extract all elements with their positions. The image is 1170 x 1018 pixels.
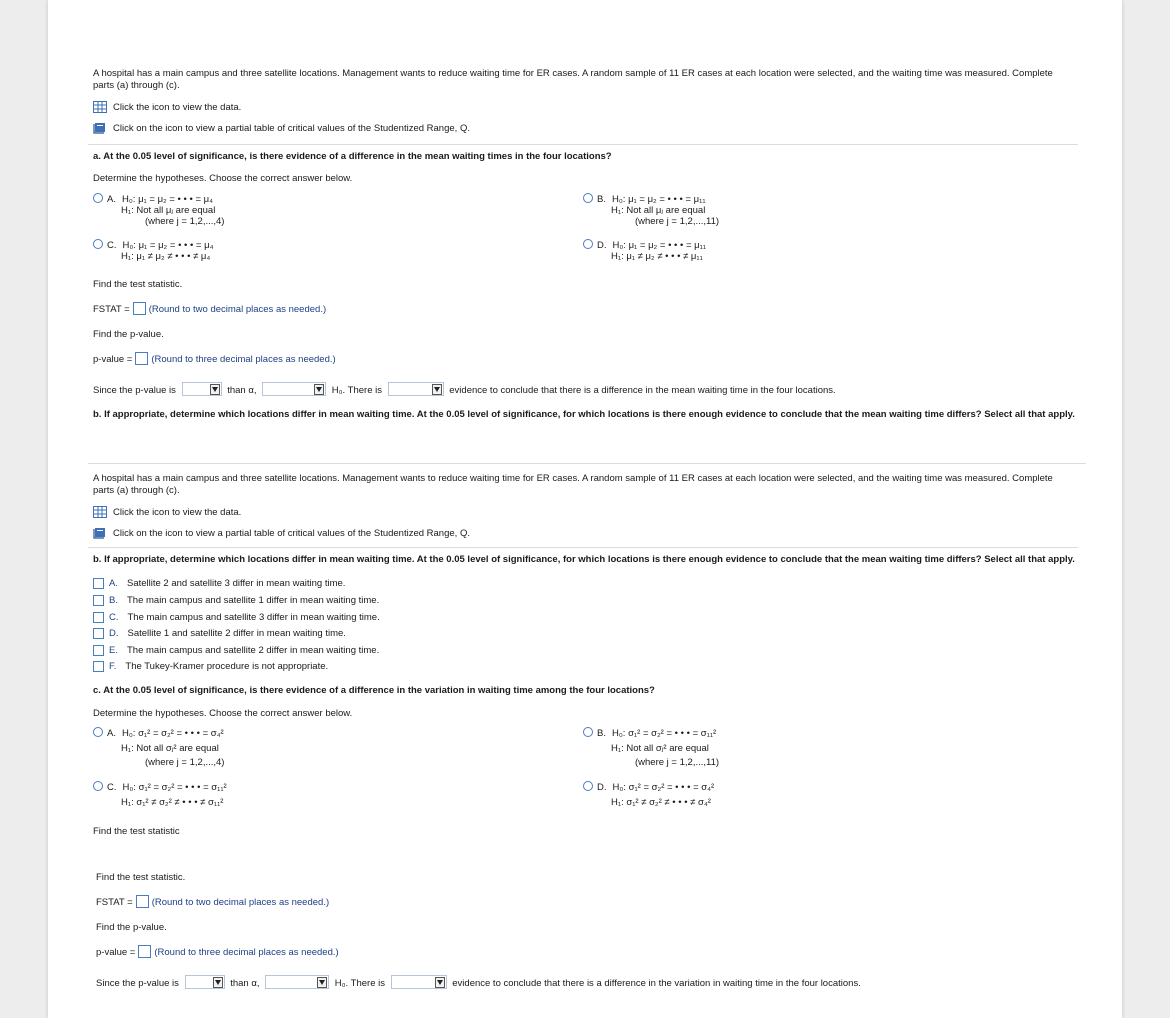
part-b-choice-e[interactable]: E. The main campus and satellite 2 differ in mean waiting time. <box>93 645 379 656</box>
part-a-option-a[interactable]: A. H₀: μ₁ = μ₂ = • • • = μ₄ H₁: Not all μⱼ are equal (where j = 1,2,...,4) <box>93 193 224 227</box>
p-value-input[interactable] <box>138 945 151 958</box>
part-c-instruction: Determine the hypotheses. Choose the correct answer below. <box>93 708 353 719</box>
book-icon[interactable] <box>93 527 107 539</box>
book-icon[interactable] <box>93 122 107 134</box>
divider <box>88 547 1078 548</box>
part-c-fstat-row <box>96 895 329 908</box>
part-c-option-c[interactable]: C. H₀: σ₁² = σ₂² = • • • = σ₁₁² H₁: σ₁² ≠ σ₂² ≠ • • • ≠ σ₁₁² <box>93 781 227 808</box>
part-a-option-d[interactable]: D. H₀: μ₁ = μ₂ = • • • = μ₁₁ H₁: μ₁ ≠ μ₂ ≠ • • • ≠ μ₁₁ <box>583 239 706 262</box>
checkbox[interactable] <box>93 661 104 672</box>
radio-button[interactable] <box>93 193 103 203</box>
part-a-question: a. At the 0.05 level of significance, is there evidence of a difference in the mean waiting times in the four locations? <box>93 151 612 162</box>
part-b-question: b. If appropriate, determine which locations differ in mean waiting time. At the 0.05 level of significance, for which locations is there enough evidence to conclude that the mean waiting time differs? Select all that apply. <box>93 554 1075 565</box>
p-value-hint: (Round to three decimal places as needed.) <box>154 947 339 958</box>
part-a-option-b[interactable]: B. H₀: μ₁ = μ₂ = • • • = μ₁₁ H₁: Not all μⱼ are equal (where j = 1,2,...,11) <box>583 193 719 227</box>
view-table-link[interactable] <box>93 122 470 134</box>
data-table-icon[interactable] <box>93 101 107 113</box>
view-table-text[interactable]: Click on the icon to view a partial table of critical values of the Studentized Range, Q. <box>113 122 470 134</box>
view-table-text[interactable]: Click on the icon to view a partial table of critical values of the Studentized Range, Q. <box>113 527 470 539</box>
p-value-hint: (Round to three decimal places as needed.) <box>151 354 336 365</box>
p-value-label: p-value = <box>96 947 136 958</box>
chevron-down-icon[interactable] <box>317 977 327 988</box>
part-c-option-b[interactable]: B. H₀: σ₁² = σ₂² = • • • = σ₁₁² H₁: Not all σⱼ² are equal (where j = 1,2,...,11) <box>583 727 719 768</box>
part-c-conclusion-row: Since the p-value is than α, H₀. There is evidence to conclude that there is a difference in the variation in waiting time in the four locations. <box>96 975 861 989</box>
part-a-conclusion-row: Since the p-value is than α, H₀. There is evidence to conclude that there is a difference in the mean waiting time in the four locations. <box>93 382 836 396</box>
fstat-label: FSTAT = <box>93 304 130 315</box>
part-a-p-row <box>93 352 336 365</box>
divider <box>88 463 1086 464</box>
part-b-choice-a[interactable]: A. Satellite 2 and satellite 3 differ in mean waiting time. <box>93 578 345 589</box>
chevron-down-icon[interactable] <box>435 977 445 988</box>
part-c-find-stat-cut: Find the test statistic <box>93 826 180 835</box>
part-c-option-a[interactable]: A. H₀: σ₁² = σ₂² = • • • = σ₄² H₁: Not all σⱼ² are equal (where j = 1,2,...,4) <box>93 727 224 768</box>
fstat-hint: (Round to two decimal places as needed.) <box>148 304 327 315</box>
p-value-label: p-value = <box>93 354 133 365</box>
problem-intro: A hospital has a main campus and three satellite locations. Management wants to reduce waiting time for ER cases. A random sample of 11 ER cases at each location were selected, and the waiting time was measured. Complete parts (a) through (c). <box>93 68 1053 91</box>
part-a-option-c[interactable]: C. H₀: μ₁ = μ₂ = • • • = μ₄ H₁: μ₁ ≠ μ₂ ≠ • • • ≠ μ₄ <box>93 239 214 262</box>
divider <box>88 144 1078 145</box>
part-a-fstat-row <box>93 302 326 315</box>
part-a-find-p: Find the p-value. <box>93 329 164 340</box>
part-b-choice-c[interactable]: C. The main campus and satellite 3 differ in mean waiting time. <box>93 612 380 623</box>
radio-button[interactable] <box>583 727 593 737</box>
part-c-find-stat: Find the test statistic. <box>96 872 186 883</box>
chevron-down-icon[interactable] <box>432 384 442 395</box>
comparison-dropdown[interactable] <box>182 382 222 396</box>
chevron-down-icon[interactable] <box>210 384 220 395</box>
fstat-label: FSTAT = <box>96 897 133 908</box>
question-page <box>48 0 1122 1018</box>
checkbox[interactable] <box>93 595 104 606</box>
view-data-text[interactable]: Click the icon to view the data. <box>113 506 242 518</box>
view-table-link[interactable] <box>93 527 470 539</box>
checkbox[interactable] <box>93 645 104 656</box>
part-b-choice-f[interactable]: F. The Tukey-Kramer procedure is not appropriate. <box>93 661 328 672</box>
radio-button[interactable] <box>583 781 593 791</box>
view-data-link[interactable] <box>93 101 241 113</box>
part-c-p-row <box>96 945 339 958</box>
fstat-hint: (Round to two decimal places as needed.) <box>151 897 330 908</box>
part-b-choice-b[interactable]: B. The main campus and satellite 1 differ in mean waiting time. <box>93 595 379 606</box>
chevron-down-icon[interactable] <box>213 977 223 988</box>
fstat-input[interactable] <box>133 302 146 315</box>
p-value-input[interactable] <box>135 352 148 365</box>
radio-button[interactable] <box>583 239 593 249</box>
part-b-preview: b. If appropriate, determine which locations differ in mean waiting time. At the 0.05 level of significance, for which locations is there enough evidence to conclude that the mean waiting time differs? Select all that apply. <box>93 409 1075 420</box>
radio-button[interactable] <box>93 239 103 249</box>
part-c-find-p: Find the p-value. <box>96 922 167 933</box>
part-b-choice-d[interactable]: D. Satellite 1 and satellite 2 differ in mean waiting time. <box>93 628 346 639</box>
part-c-option-d[interactable]: D. H₀: σ₁² = σ₂² = • • • = σ₄² H₁: σ₁² ≠ σ₂² ≠ • • • ≠ σ₄² <box>583 781 714 808</box>
radio-button[interactable] <box>93 727 103 737</box>
radio-button[interactable] <box>93 781 103 791</box>
chevron-down-icon[interactable] <box>314 384 324 395</box>
data-table-icon[interactable] <box>93 506 107 518</box>
part-a-find-stat: Find the test statistic. <box>93 279 183 290</box>
part-a-instruction: Determine the hypotheses. Choose the correct answer below. <box>93 173 353 184</box>
part-c-question: c. At the 0.05 level of significance, is there evidence of a difference in the variation in waiting time among the four locations? <box>93 685 655 696</box>
view-data-text[interactable]: Click the icon to view the data. <box>113 101 242 113</box>
decision-dropdown[interactable] <box>265 975 329 989</box>
comparison-dropdown[interactable] <box>185 975 225 989</box>
view-data-link[interactable] <box>93 506 241 518</box>
fstat-input[interactable] <box>136 895 149 908</box>
decision-dropdown[interactable] <box>262 382 326 396</box>
radio-button[interactable] <box>583 193 593 203</box>
evidence-dropdown[interactable] <box>391 975 447 989</box>
evidence-dropdown[interactable] <box>388 382 444 396</box>
problem-intro-2: A hospital has a main campus and three satellite locations. Management wants to reduce waiting time for ER cases. A random sample of 11 ER cases at each location were selected, and the waiting time was measured. Complete parts (a) through (c). <box>93 473 1053 496</box>
checkbox[interactable] <box>93 578 104 589</box>
checkbox[interactable] <box>93 628 104 639</box>
checkbox[interactable] <box>93 612 104 623</box>
